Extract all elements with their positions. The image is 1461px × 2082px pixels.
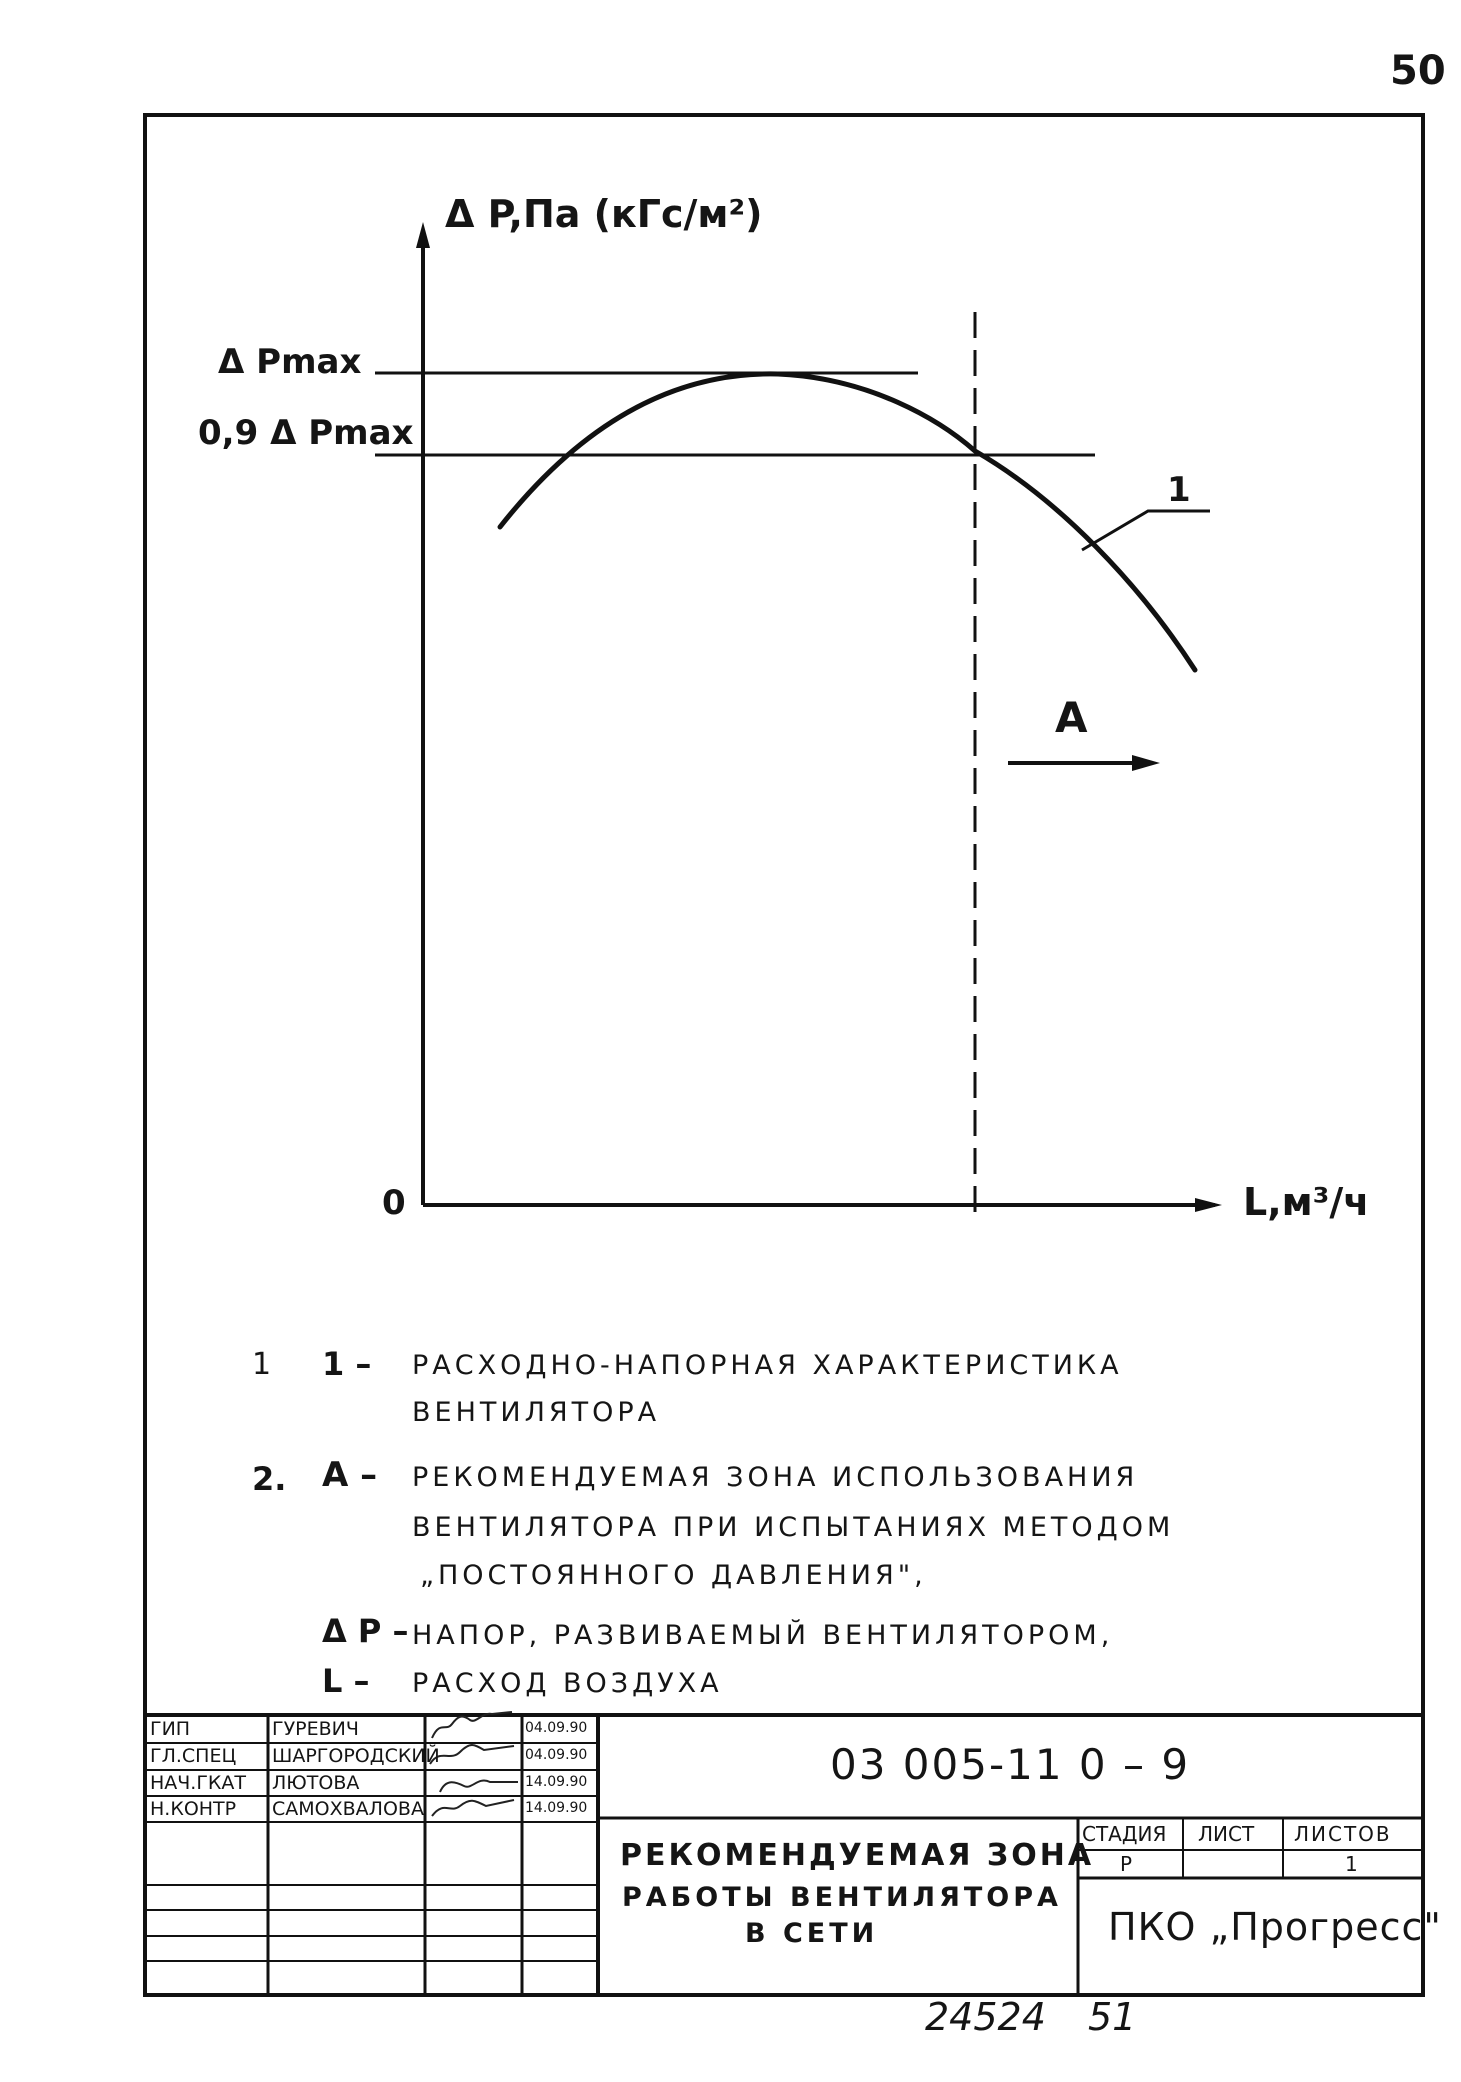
tb-date-1: 04.09.90 (525, 1720, 588, 1736)
organization-name: ПКО „Прогресс" (1108, 1905, 1442, 1949)
doc-code: 03 005-11 0 – 9 (830, 1740, 1191, 1789)
sheets-header: ЛИСТОВ (1294, 1822, 1392, 1846)
note-2-key: A – (322, 1455, 378, 1495)
note-l-key: L – (322, 1662, 370, 1700)
tb-name-3: ЛЮТОВА (272, 1772, 360, 1794)
note-dp-text: НАПОР, РАЗВИВАЕМЫЙ ВЕНТИЛЯТОРОМ, (412, 1620, 1114, 1651)
note-1-text: РАСХОДНО-НАПОРНАЯ ХАРАКТЕРИСТИКА (412, 1350, 1123, 1381)
note-dp-key: Δ P – (322, 1612, 409, 1650)
tb-role-4: Н.КОНТР (150, 1798, 237, 1820)
tb-role-2: ГЛ.СПЕЦ (150, 1745, 237, 1767)
note-2-text: РЕКОМЕНДУЕМАЯ ЗОНА ИСПОЛЬЗОВАНИЯ (412, 1462, 1139, 1493)
drawing-title-line-2: РАБОТЫ ВЕНТИЛЯТОРА (622, 1882, 1062, 1913)
note-1-key: 1 – (322, 1345, 372, 1383)
note-l-text: РАСХОД ВОЗДУХА (412, 1668, 723, 1699)
pmax-label: Δ Pmax (218, 342, 362, 382)
stage-value: Р (1120, 1852, 1133, 1876)
note-1-text-cont: ВЕНТИЛЯТОРА (412, 1397, 661, 1428)
tb-date-2: 04.09.90 (525, 1747, 588, 1763)
y-axis-arrow (416, 222, 430, 248)
tb-role-1: ГИП (150, 1718, 191, 1740)
tb-date-3: 14.09.90 (525, 1774, 588, 1790)
x-axis-label: L,м³/ч (1243, 1180, 1370, 1224)
note-1-num: 1 (252, 1347, 272, 1382)
drawing-title-line-1: РЕКОМЕНДУЕМАЯ ЗОНА (620, 1838, 1095, 1873)
fan-characteristic-curve (500, 374, 1195, 670)
x-axis-arrow (1195, 1198, 1222, 1212)
tb-name-2: ШАРГОРОДСКИЙ (272, 1745, 440, 1767)
signature-marks (430, 1712, 518, 1816)
sheet-reference: 51 (1088, 1995, 1137, 2039)
tb-date-4: 14.09.90 (525, 1800, 588, 1816)
p09-label: 0,9 Δ Pmax (198, 413, 414, 453)
tb-name-4: САМОХВАЛОВА (272, 1798, 424, 1820)
curve-label: 1 (1167, 470, 1191, 510)
zone-label: A (1055, 693, 1088, 742)
drawing-title-line-3: В СЕТИ (745, 1918, 879, 1949)
stage-header: СТАДИЯ (1082, 1822, 1167, 1846)
note-2-text-cont-2: „ПОСТОЯННОГО ДАВЛЕНИЯ", (420, 1560, 927, 1591)
origin-label: 0 (382, 1183, 406, 1223)
note-2-text-cont-1: ВЕНТИЛЯТОРА ПРИ ИСПЫТАНИЯХ МЕТОДОМ (412, 1512, 1175, 1543)
note-2-num: 2. (252, 1460, 287, 1498)
zone-arrow-head (1132, 755, 1160, 771)
tb-name-1: ГУРЕВИЧ (272, 1718, 359, 1740)
curve-leader-line (1082, 511, 1210, 550)
sheet-header: ЛИСТ (1198, 1822, 1255, 1846)
tb-role-3: НАЧ.ГКАТ (150, 1772, 247, 1794)
y-axis-label: Δ P,Па (кГс/м²) (445, 192, 763, 236)
page-number: 50 (1390, 48, 1446, 94)
sheets-value: 1 (1345, 1852, 1358, 1876)
archive-number: 24524 (925, 1995, 1046, 2039)
